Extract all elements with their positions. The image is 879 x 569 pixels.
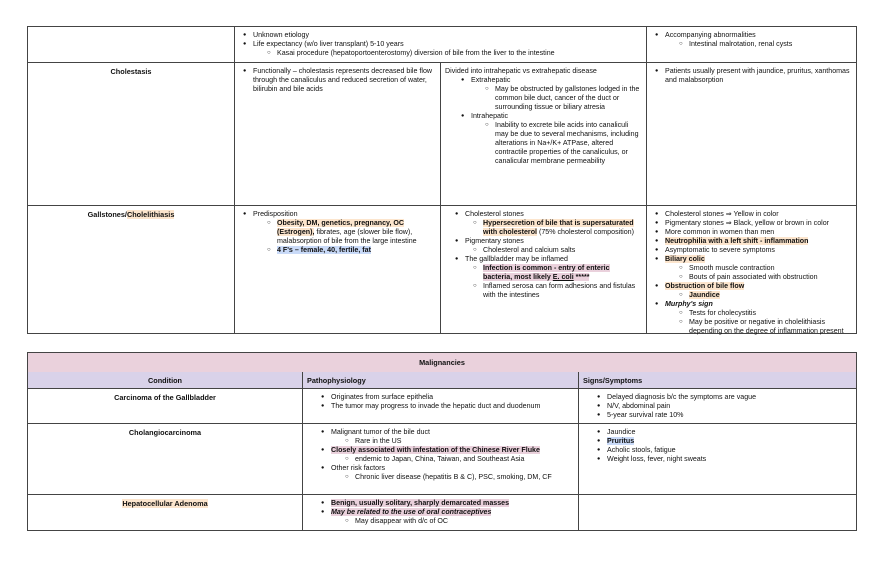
list-item: ● Extrahepatic ○ May be obstructed by gallstones lodged in the common bile duct, cancer of the duct or surrounding tissue or biliary atresia [471, 76, 640, 112]
list-item: ● Neutrophilia with a left shift - inflammation [665, 237, 850, 246]
list-item: ● Life expectancy (w/o liver transplant) 5-10 years ○ Kasai procedure (hepatoportoenterostomy) diversion of bile from the liver to the intestine [253, 40, 640, 58]
list-item: ○ Inflamed serosa can form adhesions and fistulas with the intestines [483, 282, 640, 300]
cholestasis-intro: Divided into intrahepatic vs extrahepatic disease [445, 67, 597, 75]
cholestasis-signs-cell [647, 63, 856, 206]
gallstones-patho-cell [441, 206, 647, 333]
list-item: ● Patients usually present with jaundice, pruritus, xanthomas and malabsorption [665, 67, 850, 85]
list-item: ● Originates from surface epithelia [331, 393, 572, 402]
list-item: ○ Tests for cholecystitis [689, 309, 850, 318]
header-signs: Signs/Symptoms [579, 372, 856, 389]
list-item: ○ Smooth muscle contraction [689, 264, 850, 273]
list-item: ○ Bouts of pain associated with obstruction [689, 273, 850, 282]
list-item: ● Jaundice [607, 428, 850, 437]
cholestasis-definition-cell [235, 63, 441, 206]
list-item: ● Delayed diagnosis b/c the symptoms are vague [607, 393, 850, 402]
list-item: ● Biliary colic ○ Smooth muscle contraction ○ Bouts of pain associated with obstruction [665, 255, 850, 282]
list-item: ● Pruritus [607, 437, 850, 446]
hepatocellular-adenoma-signs [579, 495, 856, 530]
gallbladder-carcinoma-signs [579, 389, 856, 424]
list-item: ○ Hypersecretion of bile that is supersaturated with cholesterol (75% cholesterol composition) [483, 219, 640, 237]
list-item: ● More common in women than men [665, 228, 850, 237]
list-item: ● Benign, usually solitary, sharply demarcated masses [331, 499, 572, 508]
list-item: ● Cholesterol stones ⇒ Yellow in color [665, 210, 850, 219]
table-malignancies [27, 352, 857, 531]
list-item: ● Asymptomatic to severe symptoms [665, 246, 850, 255]
list-item: ○ endemic to Japan, China, Taiwan, and Southeast Asia [355, 455, 572, 464]
cholangiocarcinoma-patho [303, 424, 579, 495]
list-item: ● Predisposition ○ Obesity, DM, genetics, pregnancy, OC (Estrogen), fibrates, age (slower bile flow), malabsorption of bile from the large intestine ○ 4 F's – female, 40, fertile, fat [253, 210, 434, 255]
list-item: ● Intrahepatic ○ Inability to excrete bile acids into canaliculi may be due to several mechanisms, including alterations in Na+/K+ ATPase, altered contractile properties of the canaliculus, or canalicular membrane permeability [471, 112, 640, 166]
gallstones-condition: Gallstones/Cholelithiasis [28, 206, 235, 333]
gallbladder-carcinoma-condition: Carcinoma of the Gallbladder [28, 389, 303, 424]
list-item: ● N/V, abdominal pain [607, 402, 850, 411]
list-item: ○ Rare in the US [355, 437, 572, 446]
list-item: ● Weight loss, fever, night sweats [607, 455, 850, 464]
cholangiocarcinoma-condition: Cholangiocarcinoma [28, 424, 303, 495]
cholestasis-patho-cell [441, 63, 647, 206]
list-item: ○ May be positive or negative in cholelithiasis depending on the degree of inflammation present [689, 318, 850, 336]
list-item: ● The tumor may progress to invade the hepatic duct and duodenum [331, 402, 572, 411]
list-item: ● Cholesterol stones ○ Hypersecretion of bile that is supersaturated with cholesterol (75% cholesterol composition) [465, 210, 640, 237]
list-item: ○ Kasai procedure (hepatoportoenterostomy) diversion of bile from the liver to the intestine [277, 49, 640, 58]
gallbladder-carcinoma-patho [303, 389, 579, 424]
list-item: ● 5-year survival rate 10% [607, 411, 850, 420]
table-biliary [27, 26, 857, 334]
row0-signs-cell [647, 27, 856, 63]
list-item: ● Pigmentary stones ○ Cholesterol and calcium salts [465, 237, 640, 255]
list-item: ● Obstruction of bile flow ○ Jaundice [665, 282, 850, 300]
list-item: ● Acholic stools, fatigue [607, 446, 850, 455]
list-item: ○ Chronic liver disease (hepatitis B & C), PSC, smoking, DM, CF [355, 473, 572, 482]
list-item: ● Accompanying abnormalities ○ Intestinal malrotation, renal cysts [665, 31, 850, 49]
hepatocellular-adenoma-condition: Hepatocellular Adenoma [28, 495, 303, 530]
list-item: ● May be related to the use of oral contraceptives ○ May disappear with d/c of OC [331, 508, 572, 526]
list-item: ● Unknown etiology [253, 31, 640, 40]
list-item: ○ 4 F's – female, 40, fertile, fat [277, 246, 434, 255]
list-item: ○ Jaundice [689, 291, 850, 300]
list-item: ○ May disappear with d/c of OC [355, 517, 572, 526]
list-item: ○ Intestinal malrotation, renal cysts [689, 40, 850, 49]
list-item: ● Murphy's sign ○ Tests for cholecystitis ○ May be positive or negative in cholelithiasis depending on the degree of inflammation present [665, 300, 850, 336]
row0-patho-cell [235, 27, 647, 63]
list-item: ○ Inability to excrete bile acids into canaliculi may be due to several mechanisms, including alterations in Na+/K+ ATPase, altered contractile properties of the canaliculus, or canalicular membrane permeability [495, 121, 640, 166]
malignancies-title: Malignancies [28, 353, 856, 373]
header-condition: Condition [28, 372, 303, 389]
list-item: ● Functionally – cholestasis represents decreased bile flow through the canaliculus and reduced secretion of water, bilirubin and bile acids [253, 67, 434, 94]
list-item: ● Other risk factors ○ Chronic liver disease (hepatitis B & C), PSC, smoking, DM, CF [331, 464, 572, 482]
header-pathophysiology: Pathophysiology [303, 372, 579, 389]
cholangiocarcinoma-signs [579, 424, 856, 495]
list-item: ● Malignant tumor of the bile duct ○ Rare in the US [331, 428, 572, 446]
list-item: ● Closely associated with infestation of the Chinese River Fluke ○ endemic to Japan, China, Taiwan, and Southeast Asia [331, 446, 572, 464]
cholestasis-condition: Cholestasis [28, 63, 235, 206]
gallstones-predisposition-cell [235, 206, 441, 333]
gallstones-signs-cell [647, 206, 856, 333]
row0-condition-cell [28, 27, 235, 63]
list-item: ○ Infection is common - entry of enteric bacteria, most likely E. coli ***** [483, 264, 640, 282]
list-item: ○ Obesity, DM, genetics, pregnancy, OC (Estrogen), fibrates, age (slower bile flow), malabsorption of bile from the large intestine [277, 219, 434, 246]
list-item: ○ May be obstructed by gallstones lodged in the common bile duct, cancer of the duct or surrounding tissue or biliary atresia [495, 85, 640, 112]
hepatocellular-adenoma-patho [303, 495, 579, 530]
list-item: ● Pigmentary stones ⇒ Black, yellow or brown in color [665, 219, 850, 228]
list-item: ● The gallbladder may be inflamed ○ Infection is common - entry of enteric bacteria, most likely E. coli ***** ○ Inflamed serosa can form adhesions and fistulas with the intestines [465, 255, 640, 300]
list-item: ○ Cholesterol and calcium salts [483, 246, 640, 255]
